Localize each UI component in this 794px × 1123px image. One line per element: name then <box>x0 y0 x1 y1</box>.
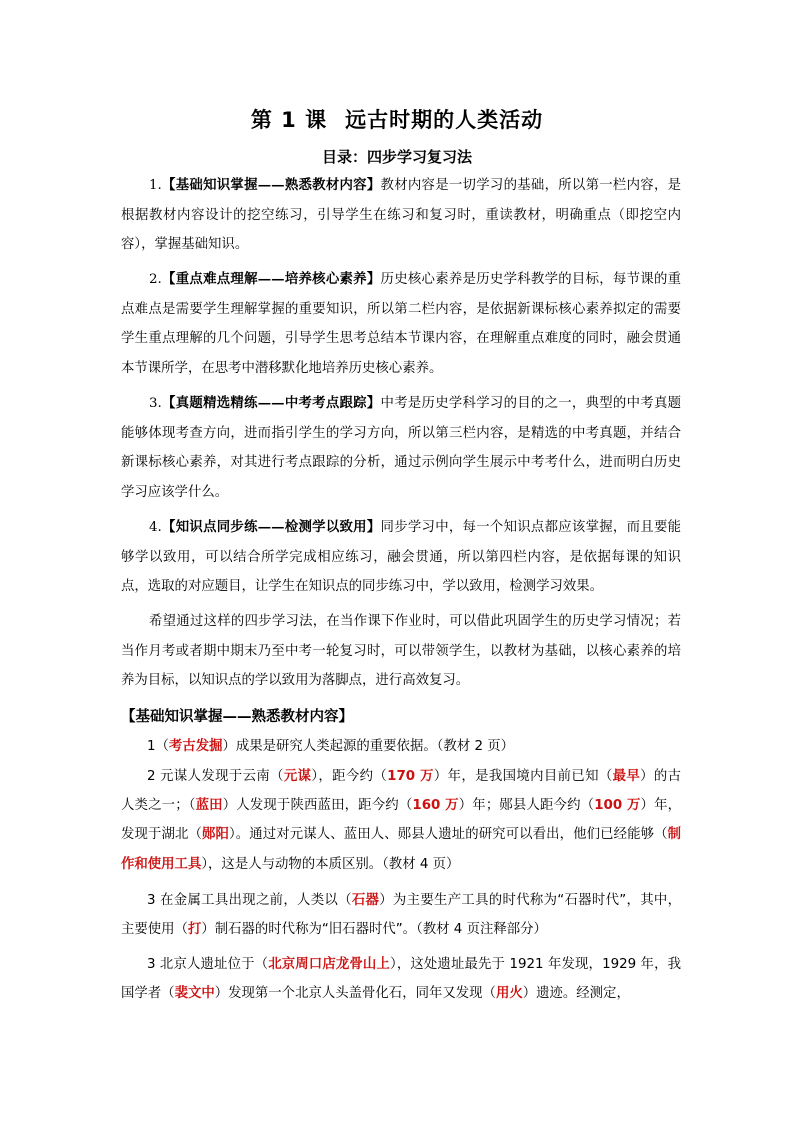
item-text: ）为主要生产工具的时代称为“石器时代”，其中，主要使用（ <box>121 893 682 938</box>
item-text: ）制石器的时代称为“旧石器时代”。（教材 4 页注释部分） <box>201 922 547 938</box>
knowledge-item-1 <box>121 732 681 761</box>
method-paragraph-3 <box>121 389 681 507</box>
method-paragraph-1 <box>121 171 681 260</box>
method-heading: 【重点难点理解——培养核心素养】 <box>161 271 381 287</box>
lesson-name: 远古时期的人类活动 <box>345 108 544 132</box>
lesson-title <box>0 104 794 134</box>
method-heading: 【知识点同步练——检测学以致用】 <box>161 519 381 535</box>
item-text: ）。通过对元谋人、蓝田人、郧县人遗址的研究可以看出，他们已经能够（ <box>228 827 668 843</box>
item-text: 3 北京人遗址位于（ <box>147 957 269 972</box>
method-text: 同步学习中，每一个知识点都应该掌握，而且要能够学以致用，可以结合所学完成相应练习，融会贯通，所以第四栏内容，是依据每课的知识点，选取的对应题目，让学生在知识点的同步练习中，学以致用，检测学习效果。 <box>121 520 682 594</box>
answer-blank: 最早 <box>612 769 641 784</box>
item-text: ）年，是我国境内目前已知（ <box>433 769 613 784</box>
answer-blank: 元谋 <box>283 769 312 784</box>
item-text: ）遗迹。经测定， <box>522 986 630 1002</box>
answer-blank: 100 万 <box>594 798 641 814</box>
method-number: 3. <box>149 396 162 411</box>
answer-blank: 考古发掘 <box>168 739 223 754</box>
item-text: ）人发现于陕西蓝田，距今约（ <box>222 798 413 814</box>
contents-subtitle: 目录：四步学习复习法 <box>321 148 472 166</box>
answer-blank: 郧阳 <box>201 827 229 843</box>
item-text: ）发现第一个北京人头盖骨化石，同年又发现（ <box>214 986 496 1002</box>
knowledge-item-3 <box>121 886 681 944</box>
closing-paragraph: 希望通过这样的四步学习法，在当作课下作业时，可以借此巩固学生的历史学习情况；若当作月考或者期中期末乃至中考一轮复习时，可以带领学生，以教材为基础，以核心素养的培养为目标，以知识点的学以致用为落脚点，进行高效复习。 <box>121 614 681 688</box>
item-text: ）年；郧县人距今约（ <box>458 798 595 814</box>
answer-blank: 裴文中 <box>174 986 215 1002</box>
method-number: 2. <box>149 272 162 287</box>
item-text: ），这处遗址最先于 1921 年发现，1929 年，我国学者（ <box>121 957 682 1002</box>
method-text: 历史核心素养是历史学科教学的目标，每节课的重点难点是需要学生理解掌握的重要知识，所以第二栏内容，是依据新课标核心素养拟定的需要学生重点理解的几个问题，引导学生思考总结本节课内容，在理解重点难度的同时，融会贯通本节课所学，在思考中潜移默化地培养历史核心素养。 <box>121 272 682 376</box>
item-text: 2 元谋人发现于云南（ <box>147 769 284 784</box>
item-text: ），这是人与动物的本质区别。（教材 4 页） <box>201 856 460 872</box>
item-text: ）年，发现于湖北（ <box>121 798 682 843</box>
lesson-number: 第 1 课 <box>250 108 328 132</box>
method-text: 中考是历史学科学习的目的之一，典型的中考真题能够体现考查方向，进而指引学生的学习方向，所以第三栏内容，是精选的中考真题，并结合新课标核心素养，对其进行考点跟踪的分析，通过示例向学生展示中考考什么，进而明白历史学习应该学什么。 <box>121 396 682 500</box>
answer-blank: 用火 <box>495 986 523 1002</box>
method-text: 教材内容是一切学习的基础，所以第一栏内容，是根据教材内容设计的挖空练习，引导学生在练习和复习时，重读教材，明确重点（即挖空内容），掌握基础知识。 <box>121 178 682 252</box>
section-heading: 【基础知识掌握——熟悉教材内容】 <box>121 709 353 725</box>
answer-blank: 北京周口店龙骨山上 <box>268 957 390 972</box>
method-heading: 【真题精选精练——中考考点跟踪】 <box>161 395 381 411</box>
answer-blank: 打 <box>187 922 202 938</box>
item-text: 1（ <box>147 739 169 754</box>
answer-blank: 制作和使用工具 <box>121 827 682 872</box>
method-number: 4. <box>149 520 162 535</box>
item-text: ），距今约（ <box>311 769 388 784</box>
knowledge-item-2 <box>121 762 681 879</box>
answer-blank: 170 万 <box>387 769 434 784</box>
item-text: 3 在金属工具出现之前，人类以（ <box>147 893 352 908</box>
method-number: 1. <box>149 178 162 193</box>
answer-blank: 160 万 <box>412 798 459 814</box>
answer-blank: 石器 <box>351 893 380 908</box>
method-heading: 【基础知识掌握——熟悉教材内容】 <box>161 177 381 193</box>
method-paragraph-4 <box>121 513 681 602</box>
item-text: ）成果是研究人类起源的重要依据。（教材 2 页） <box>222 739 515 754</box>
answer-blank: 蓝田 <box>195 798 223 814</box>
knowledge-item-4 <box>121 950 681 1008</box>
item-text: ）的古人类之一；（ <box>121 769 682 814</box>
method-paragraph-2 <box>121 265 681 383</box>
